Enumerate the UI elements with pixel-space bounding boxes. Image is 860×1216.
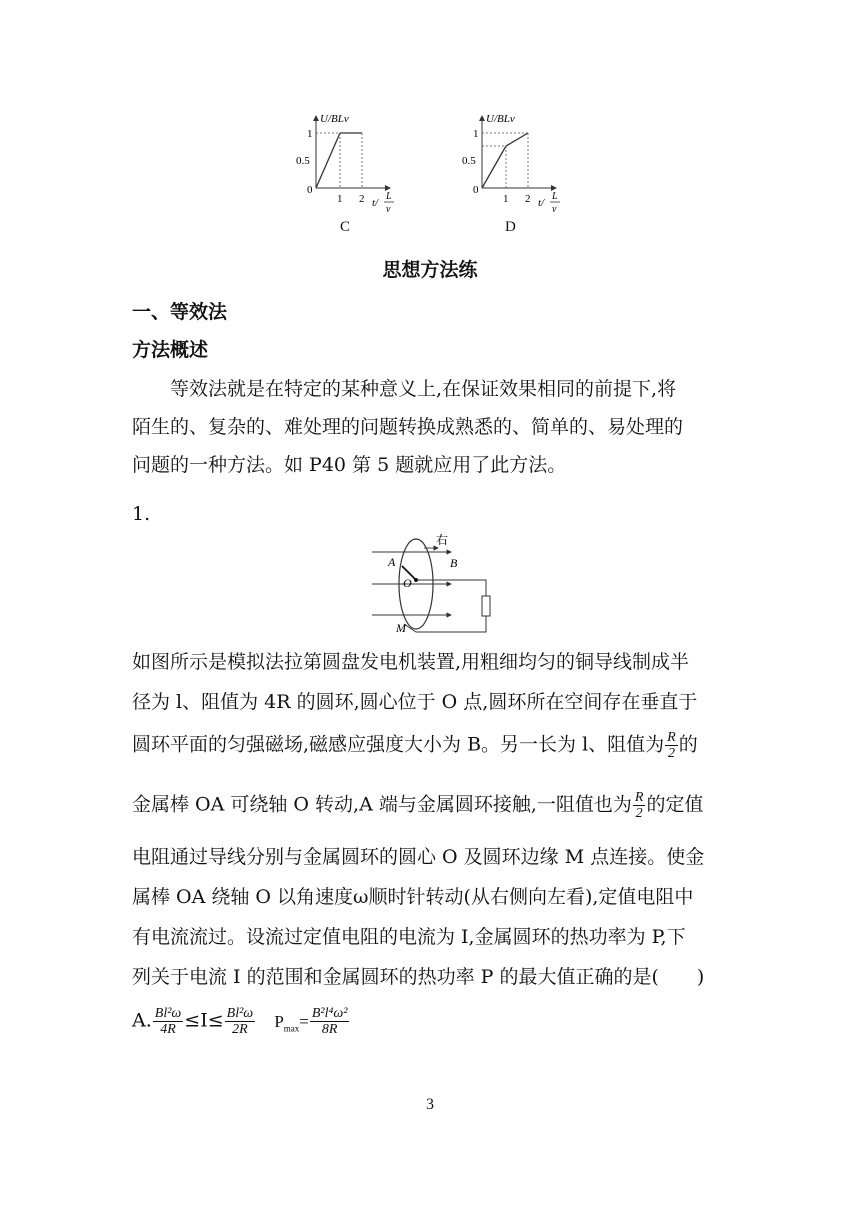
- problem-line-3-text: 圆环平面的匀强磁场,磁感应强度大小为 B。另一长为 l、阻值为: [132, 733, 665, 756]
- circuit-label-o: O: [403, 576, 412, 590]
- page-number: 3: [426, 1096, 434, 1113]
- graph-c-caption: C: [340, 219, 351, 235]
- circuit-label-m: M: [396, 621, 406, 635]
- problem-line-7: 有电流流过。设流过定值电阻的电流为 I,金属圆环的热功率为 P,下: [132, 926, 686, 948]
- overview-line-1: 等效法就是在特定的某种意义上,在保证效果相同的前提下,将: [170, 378, 677, 400]
- fraction-r-over-2: [633, 790, 646, 821]
- problem-line-4: [132, 790, 703, 821]
- heading-equivalence-method: 一、等效法: [132, 301, 228, 323]
- graph-d-ytick-1: 1: [473, 128, 479, 140]
- heading-method-overview: 方法概述: [132, 339, 209, 361]
- graph-d-xlabel: t/: [538, 197, 545, 209]
- section-title: 思想方法练: [382, 259, 478, 281]
- frac-den: 4R: [160, 1022, 176, 1037]
- problem-line-3-end: 的: [678, 733, 698, 756]
- problem-line-2: 径为 l、阻值为 4R 的圆环,圆心位于 O 点,圆环所在空间存在垂直于: [132, 691, 698, 713]
- option-a-middle: ≤I≤: [184, 1009, 224, 1032]
- frac-den: 8R: [321, 1022, 338, 1037]
- graph-d-xfrac-den: v: [552, 204, 557, 215]
- option-a-frac-2: [225, 1006, 256, 1037]
- circuit-label-a: A: [388, 555, 396, 569]
- problem-line-4-end: 的定值: [646, 793, 704, 816]
- problem-line-6: 属棒 OA 绕轴 O 以角速度ω顺时针转动(从右侧向左看),定值电阻中: [132, 886, 694, 908]
- circuit-label-right: 右: [436, 533, 449, 547]
- problem-line-3: [132, 730, 698, 761]
- frac-num: Bl²ω: [226, 1006, 254, 1021]
- option-a: [132, 1006, 350, 1040]
- p-eq: =: [299, 1011, 309, 1031]
- option-a-frac-3: [310, 1006, 350, 1037]
- graph-c-ytick-1: 1: [307, 128, 313, 140]
- problem-line-5: 电阻通过导线分别与金属圆环的圆心 O 及圆环边缘 M 点连接。使金: [132, 846, 705, 868]
- graph-c-xtick-2: 2: [359, 193, 365, 205]
- problem-line-4-text: 金属棒 OA 可绕轴 O 转动,A 端与金属圆环接触,一阻值也为: [132, 793, 632, 816]
- problem-line-8: 列关于电流 I 的范围和金属圆环的热功率 P 的最大值正确的是( ): [132, 966, 705, 988]
- option-a-pmax: [274, 1012, 309, 1031]
- graph-d-caption: D: [505, 219, 516, 235]
- overview-line-2: 陌生的、复杂的、难处理的问题转换成熟悉的、简单的、易处理的: [132, 416, 684, 438]
- graph-c-xfrac-num: L: [386, 191, 392, 202]
- circuit-label-b: B: [450, 556, 458, 570]
- graph-d-xfrac-num: L: [552, 191, 558, 202]
- graph-d-ytick-0: 0: [473, 184, 479, 196]
- graph-c-xtick-1: 1: [337, 193, 343, 205]
- graph-c-ytick-0: 0: [307, 184, 313, 196]
- frac-den: 2: [635, 806, 643, 821]
- graph-c-ylabel: U/BLv: [320, 113, 349, 125]
- frac-num: Bl²ω: [154, 1006, 182, 1021]
- graph-d-xtick-2: 2: [525, 193, 531, 205]
- circuit-diagram: [366, 530, 496, 640]
- frac-num: R: [667, 730, 676, 745]
- graph-c: [290, 108, 410, 220]
- option-a-frac-1: [153, 1006, 184, 1037]
- graph-d: [456, 108, 576, 220]
- graph-d-ylabel: U/BLv: [486, 113, 515, 125]
- frac-den: 2R: [232, 1022, 248, 1037]
- frac-den: 2: [667, 746, 675, 761]
- graph-c-ytick-05: 0.5: [296, 155, 310, 167]
- graph-c-xlabel: t/: [372, 197, 379, 209]
- option-a-label: A.: [132, 1009, 152, 1032]
- frac-num: R: [634, 790, 644, 805]
- problem-line-1: 如图所示是模拟法拉第圆盘发电机装置,用粗细均匀的铜导线制成半: [132, 651, 690, 673]
- p-sub: max: [283, 1022, 300, 1033]
- graph-c-xfrac-den: v: [386, 204, 391, 215]
- graph-d-xtick-1: 1: [503, 193, 509, 205]
- frac-num: B²l⁴ω²: [311, 1006, 348, 1021]
- graph-d-ytick-05: 0.5: [462, 155, 476, 167]
- problem-number: 1.: [132, 503, 151, 525]
- p-label: P: [274, 1011, 284, 1031]
- fraction-r-over-2: [665, 730, 678, 761]
- overview-line-3: 问题的一种方法。如 P40 第 5 题就应用了此方法。: [132, 454, 567, 476]
